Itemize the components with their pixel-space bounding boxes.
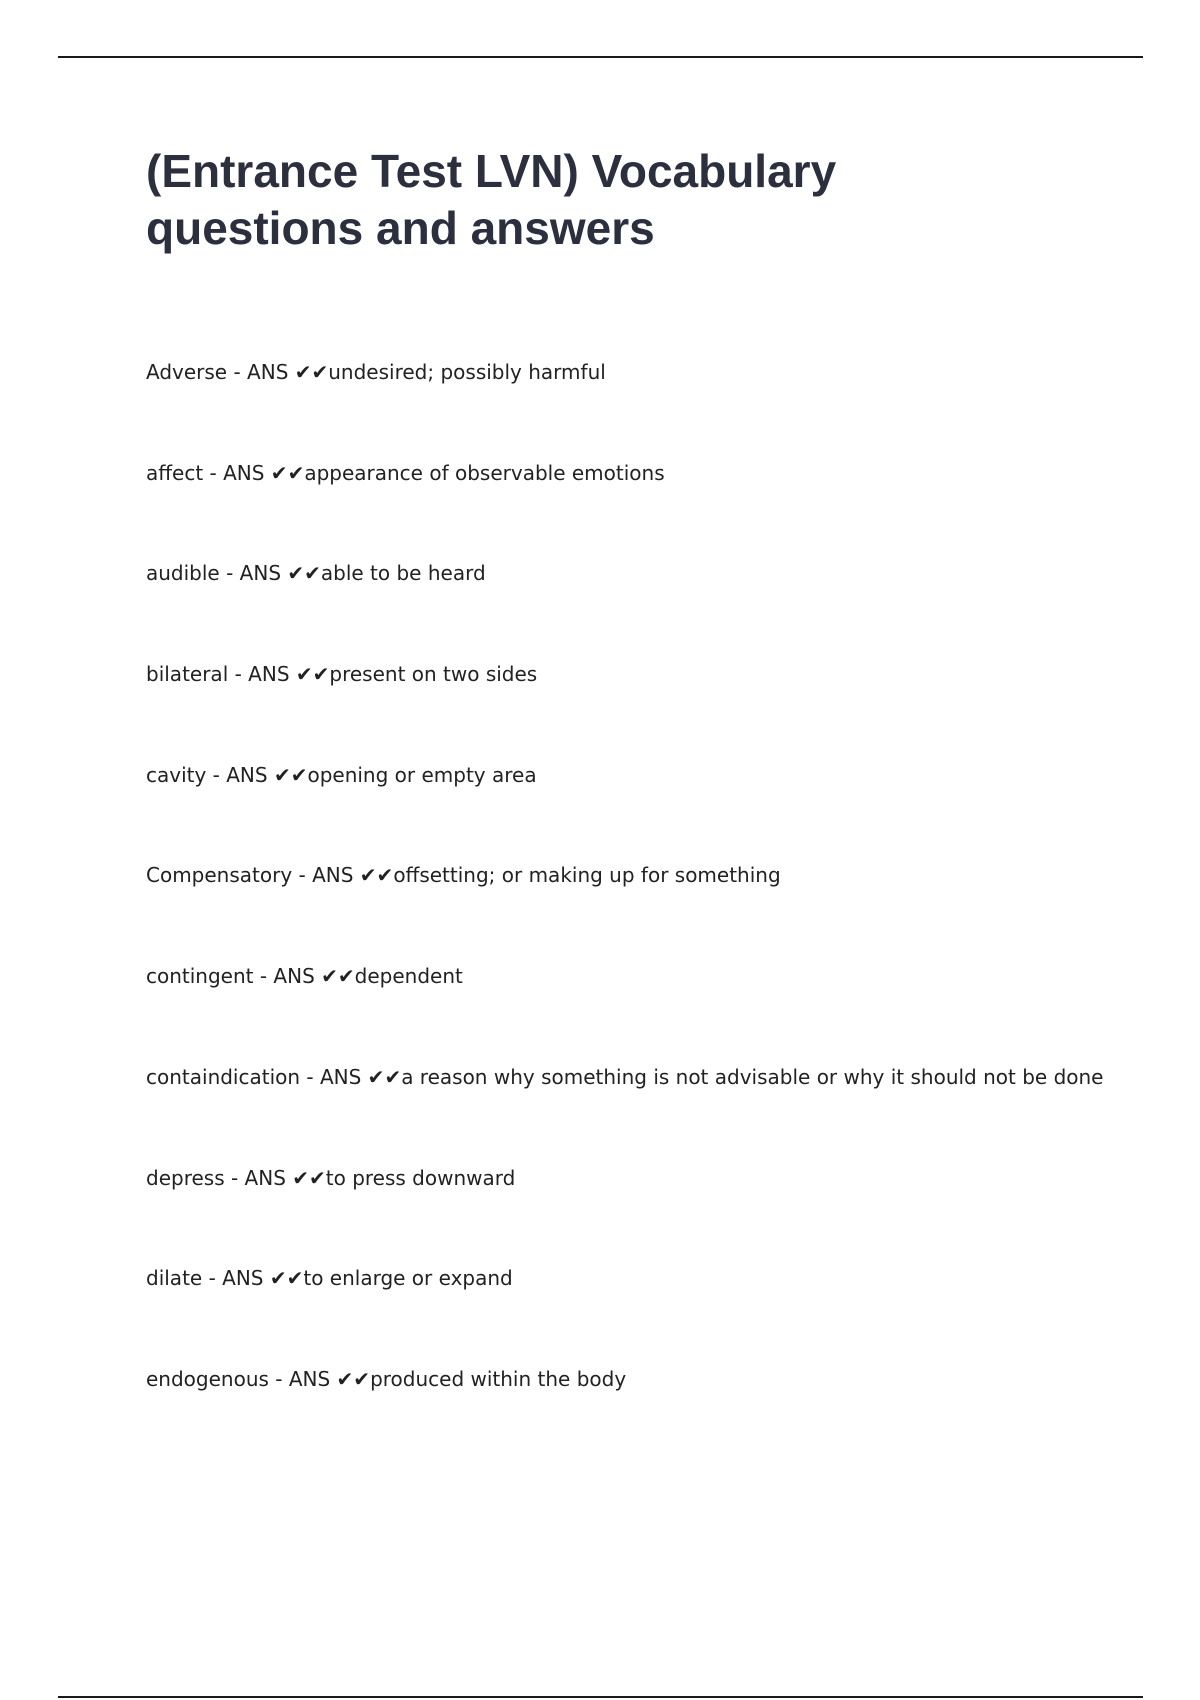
vocabulary-entry: depress - ANS ✔✔to press downward xyxy=(146,1165,516,1190)
vocabulary-entry: affect - ANS ✔✔appearance of observable emotions xyxy=(146,460,665,485)
vocabulary-entry: Adverse - ANS ✔✔undesired; possibly harmful xyxy=(146,360,606,384)
page-title xyxy=(146,143,1046,257)
vocabulary-list xyxy=(146,356,1146,1464)
vocabulary-entry: containdication - ANS ✔✔a reason why something is not advisable or why it should not be done xyxy=(146,1064,1104,1089)
top-rule xyxy=(58,56,1143,58)
vocabulary-entry: Compensatory - ANS ✔✔offsetting; or making up for something xyxy=(146,863,781,888)
bottom-rule xyxy=(58,1696,1143,1698)
vocabulary-entry: cavity - ANS ✔✔opening or empty area xyxy=(146,762,537,787)
vocabulary-entry: bilateral - ANS ✔✔present on two sides xyxy=(146,662,538,687)
vocabulary-entry: audible - ANS ✔✔able to be heard xyxy=(146,561,486,586)
vocabulary-entry: contingent - ANS ✔✔dependent xyxy=(146,964,463,989)
vocabulary-entry: dilate - ANS ✔✔to enlarge or expand xyxy=(146,1266,513,1291)
vocabulary-entry: endogenous - ANS ✔✔produced within the body xyxy=(146,1366,627,1391)
page-title-line-2: questions and answers xyxy=(146,202,655,254)
page-title-line-1: (Entrance Test LVN) Vocabulary xyxy=(146,145,837,197)
